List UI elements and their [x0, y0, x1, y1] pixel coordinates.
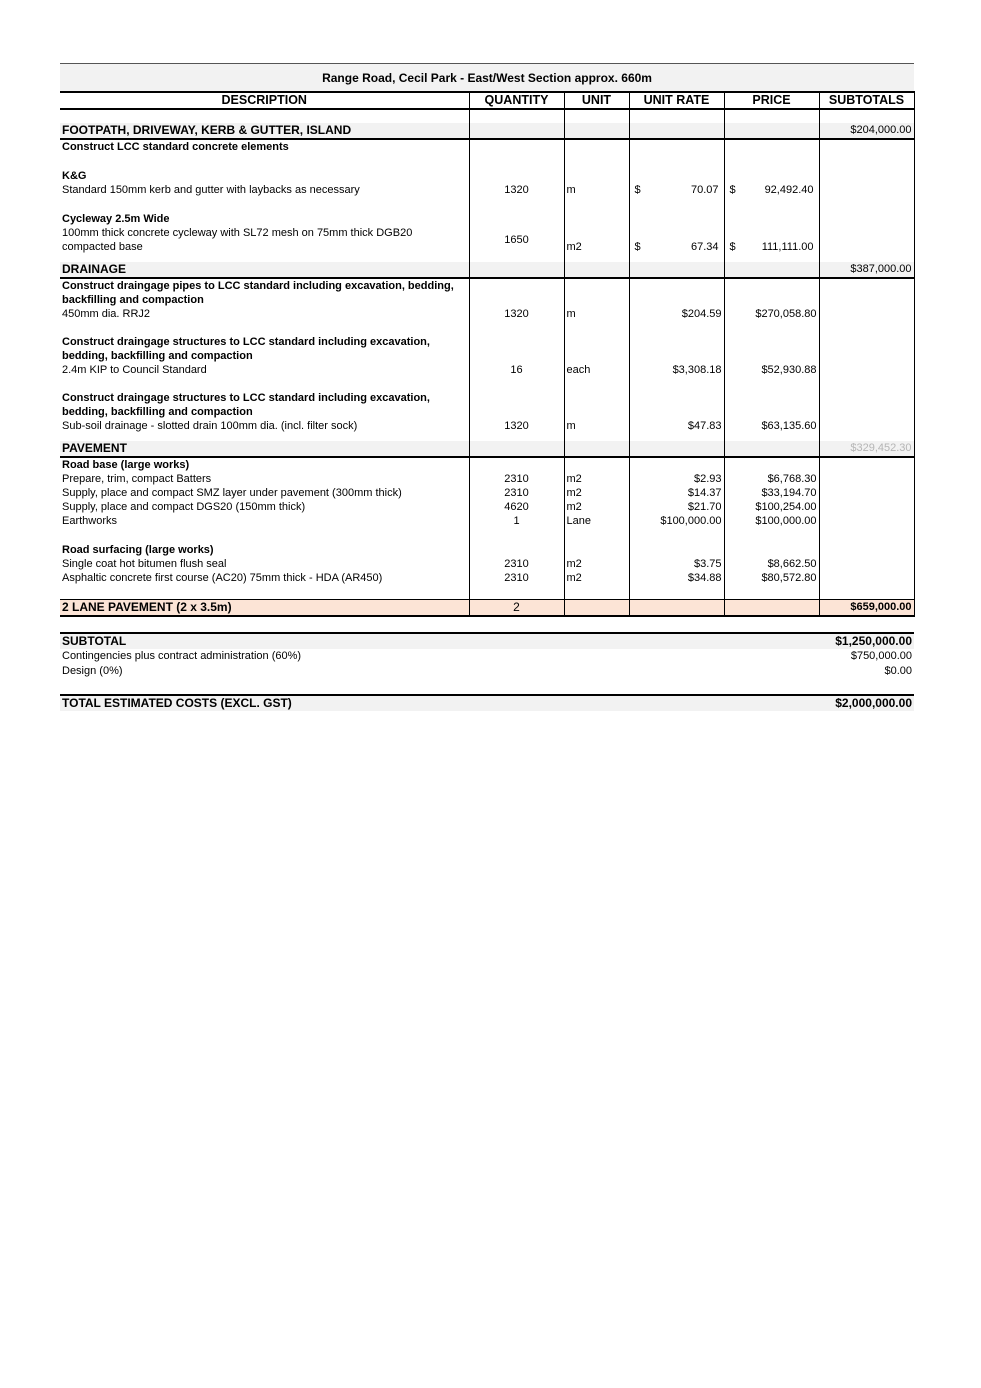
header-unit-rate: UNIT RATE	[629, 92, 724, 109]
item-description: Single coat hot bitumen flush seal	[60, 557, 469, 571]
item-unit-rate: $47.83	[629, 419, 724, 433]
item-unit: m2	[564, 486, 629, 500]
section-heading: PAVEMENT	[60, 441, 469, 457]
cost-estimate-table	[60, 63, 915, 617]
item-unit-rate: $21.70	[629, 500, 724, 514]
table-row	[60, 419, 914, 433]
item-unit: Lane	[564, 514, 629, 528]
item-unit: each	[564, 363, 629, 377]
total-label: TOTAL ESTIMATED COSTS (EXCL. GST)	[60, 695, 760, 711]
group-row	[60, 543, 914, 557]
table-title: Range Road, Cecil Park - East/West Section approx. 660m	[60, 64, 914, 93]
item-price: $52,930.88	[724, 363, 819, 377]
item-quantity: 1320	[469, 419, 564, 433]
item-price: $8,662.50	[724, 557, 819, 571]
item-description: 100mm thick concrete cycleway with SL72 mesh on 75mm thick DGB20 compacted base	[60, 226, 469, 254]
table-title-row	[60, 64, 914, 93]
header-price: PRICE	[724, 92, 819, 109]
group-row	[60, 391, 914, 419]
item-unit: m2	[564, 571, 629, 585]
item-unit-rate: $204.59	[629, 307, 724, 321]
item-price: $33,194.70	[724, 486, 819, 500]
section-subtotal: $329,452.30	[819, 441, 914, 457]
item-quantity: 16	[469, 363, 564, 377]
table-row	[60, 514, 914, 528]
item-heading-row	[60, 169, 914, 183]
table-row	[60, 500, 914, 514]
table-row	[60, 486, 914, 500]
total-row	[60, 695, 914, 711]
item-unit-rate: $34.88	[629, 571, 724, 585]
total-value: $2,000,000.00	[760, 695, 914, 711]
item-quantity: 2310	[469, 571, 564, 585]
item-unit: m	[564, 307, 629, 321]
item-price: $100,254.00	[724, 500, 819, 514]
section-heading: DRAINAGE	[60, 262, 469, 278]
group-heading: Construct draingage pipes to LCC standard including excavation, bedding, backfilling and compaction	[60, 278, 469, 307]
item-heading-row	[60, 212, 914, 226]
group-row	[60, 335, 914, 363]
group-heading: Road base (large works)	[60, 457, 469, 472]
lane-pavement-row	[60, 599, 914, 616]
item-price: $100,000.00	[724, 514, 819, 528]
item-quantity: 1650	[469, 226, 564, 254]
lane-pavement-subtotal: $659,000.00	[819, 599, 914, 616]
currency-symbol: $	[634, 241, 641, 253]
table-row	[60, 472, 914, 486]
header-description: DESCRIPTION	[60, 92, 469, 109]
design-row	[60, 664, 914, 679]
section-drainage	[60, 262, 914, 278]
table-row	[60, 226, 914, 254]
currency-symbol: $	[729, 241, 736, 253]
group-row	[60, 278, 914, 307]
item-unit: m2	[564, 472, 629, 486]
item-quantity: 1	[469, 514, 564, 528]
header-row	[60, 92, 914, 109]
table-row	[60, 307, 914, 321]
spacer-row	[60, 109, 914, 123]
item-price: $80,572.80	[724, 571, 819, 585]
item-price: $270,058.80	[724, 307, 819, 321]
group-heading: Construct draingage structures to LCC standard including excavation, bedding, backfilling and compaction	[60, 335, 469, 363]
item-description: 2.4m KIP to Council Standard	[60, 363, 469, 377]
item-description: Sub-soil drainage - slotted drain 100mm dia. (incl. filter sock)	[60, 419, 469, 433]
item-quantity: 4620	[469, 500, 564, 514]
table-row	[60, 571, 914, 585]
design-label: Design (0%)	[62, 664, 123, 677]
currency-symbol: $	[634, 184, 641, 196]
section-subtotal: $387,000.00	[819, 262, 914, 278]
item-quantity: 2310	[469, 472, 564, 486]
item-price: $63,135.60	[724, 419, 819, 433]
subtotal-label: SUBTOTAL	[60, 633, 760, 649]
lane-pavement-quantity: 2	[469, 599, 564, 616]
item-description: Asphaltic concrete first course (AC20) 75mm thick - HDA (AR450)	[60, 571, 469, 585]
group-row	[60, 457, 914, 472]
totals-table	[60, 632, 914, 711]
table-row	[60, 363, 914, 377]
subtotal-row	[60, 633, 914, 649]
contingency-value: $750,000.00	[850, 649, 912, 662]
group-heading: Road surfacing (large works)	[60, 543, 469, 557]
contingency-label: Contingencies plus contract administration (60%)	[62, 649, 302, 662]
item-unit-rate: 67.34	[690, 241, 719, 253]
item-quantity: 1320	[469, 307, 564, 321]
item-unit: m2	[564, 500, 629, 514]
item-heading: Cycleway 2.5m Wide	[60, 212, 469, 226]
item-unit: m2	[564, 557, 629, 571]
item-unit: m	[564, 419, 629, 433]
header-subtotals: SUBTOTALS	[819, 92, 914, 109]
item-price: $6,768.30	[724, 472, 819, 486]
item-description: Standard 150mm kerb and gutter with laybacks as necessary	[60, 183, 469, 197]
item-unit-rate: $2.93	[629, 472, 724, 486]
currency-symbol: $	[729, 184, 736, 196]
section-heading: FOOTPATH, DRIVEWAY, KERB & GUTTER, ISLAND	[60, 123, 469, 139]
item-description: Supply, place and compact SMZ layer under pavement (300mm thick)	[60, 486, 469, 500]
item-unit-rate: $3,308.18	[629, 363, 724, 377]
item-price: 111,111.00	[761, 241, 814, 253]
item-unit-rate: $3.75	[629, 557, 724, 571]
item-description: Earthworks	[60, 514, 469, 528]
lane-pavement-label: 2 LANE PAVEMENT (2 x 3.5m)	[60, 599, 469, 616]
item-description: Prepare, trim, compact Batters	[60, 472, 469, 486]
item-unit-rate: $14.37	[629, 486, 724, 500]
subtotal-value: $1,250,000.00	[760, 633, 914, 649]
header-unit: UNIT	[564, 92, 629, 109]
section-footpath	[60, 123, 914, 139]
group-row	[60, 139, 914, 154]
section-pavement	[60, 441, 914, 457]
item-description: Supply, place and compact DGS20 (150mm thick)	[60, 500, 469, 514]
contingency-row	[60, 649, 914, 664]
item-quantity: 2310	[469, 557, 564, 571]
group-heading: Construct LCC standard concrete elements	[60, 139, 469, 154]
item-unit: m	[564, 183, 629, 197]
group-heading: Construct draingage structures to LCC standard including excavation, bedding, backfilling and compaction	[60, 391, 469, 419]
item-unit-rate: 70.07	[690, 184, 719, 196]
item-quantity: 1320	[469, 183, 564, 197]
item-quantity: 2310	[469, 486, 564, 500]
section-subtotal: $204,000.00	[819, 123, 914, 139]
item-description: 450mm dia. RRJ2	[60, 307, 469, 321]
item-heading: K&G	[60, 169, 469, 183]
design-value: $0.00	[884, 664, 912, 677]
header-quantity: QUANTITY	[469, 92, 564, 109]
item-price: 92,492.40	[764, 184, 814, 196]
cost-estimate-sheet	[60, 63, 914, 711]
item-unit-rate: $100,000.00	[629, 514, 724, 528]
table-row	[60, 183, 914, 197]
table-row	[60, 557, 914, 571]
item-unit: m2	[564, 226, 629, 254]
